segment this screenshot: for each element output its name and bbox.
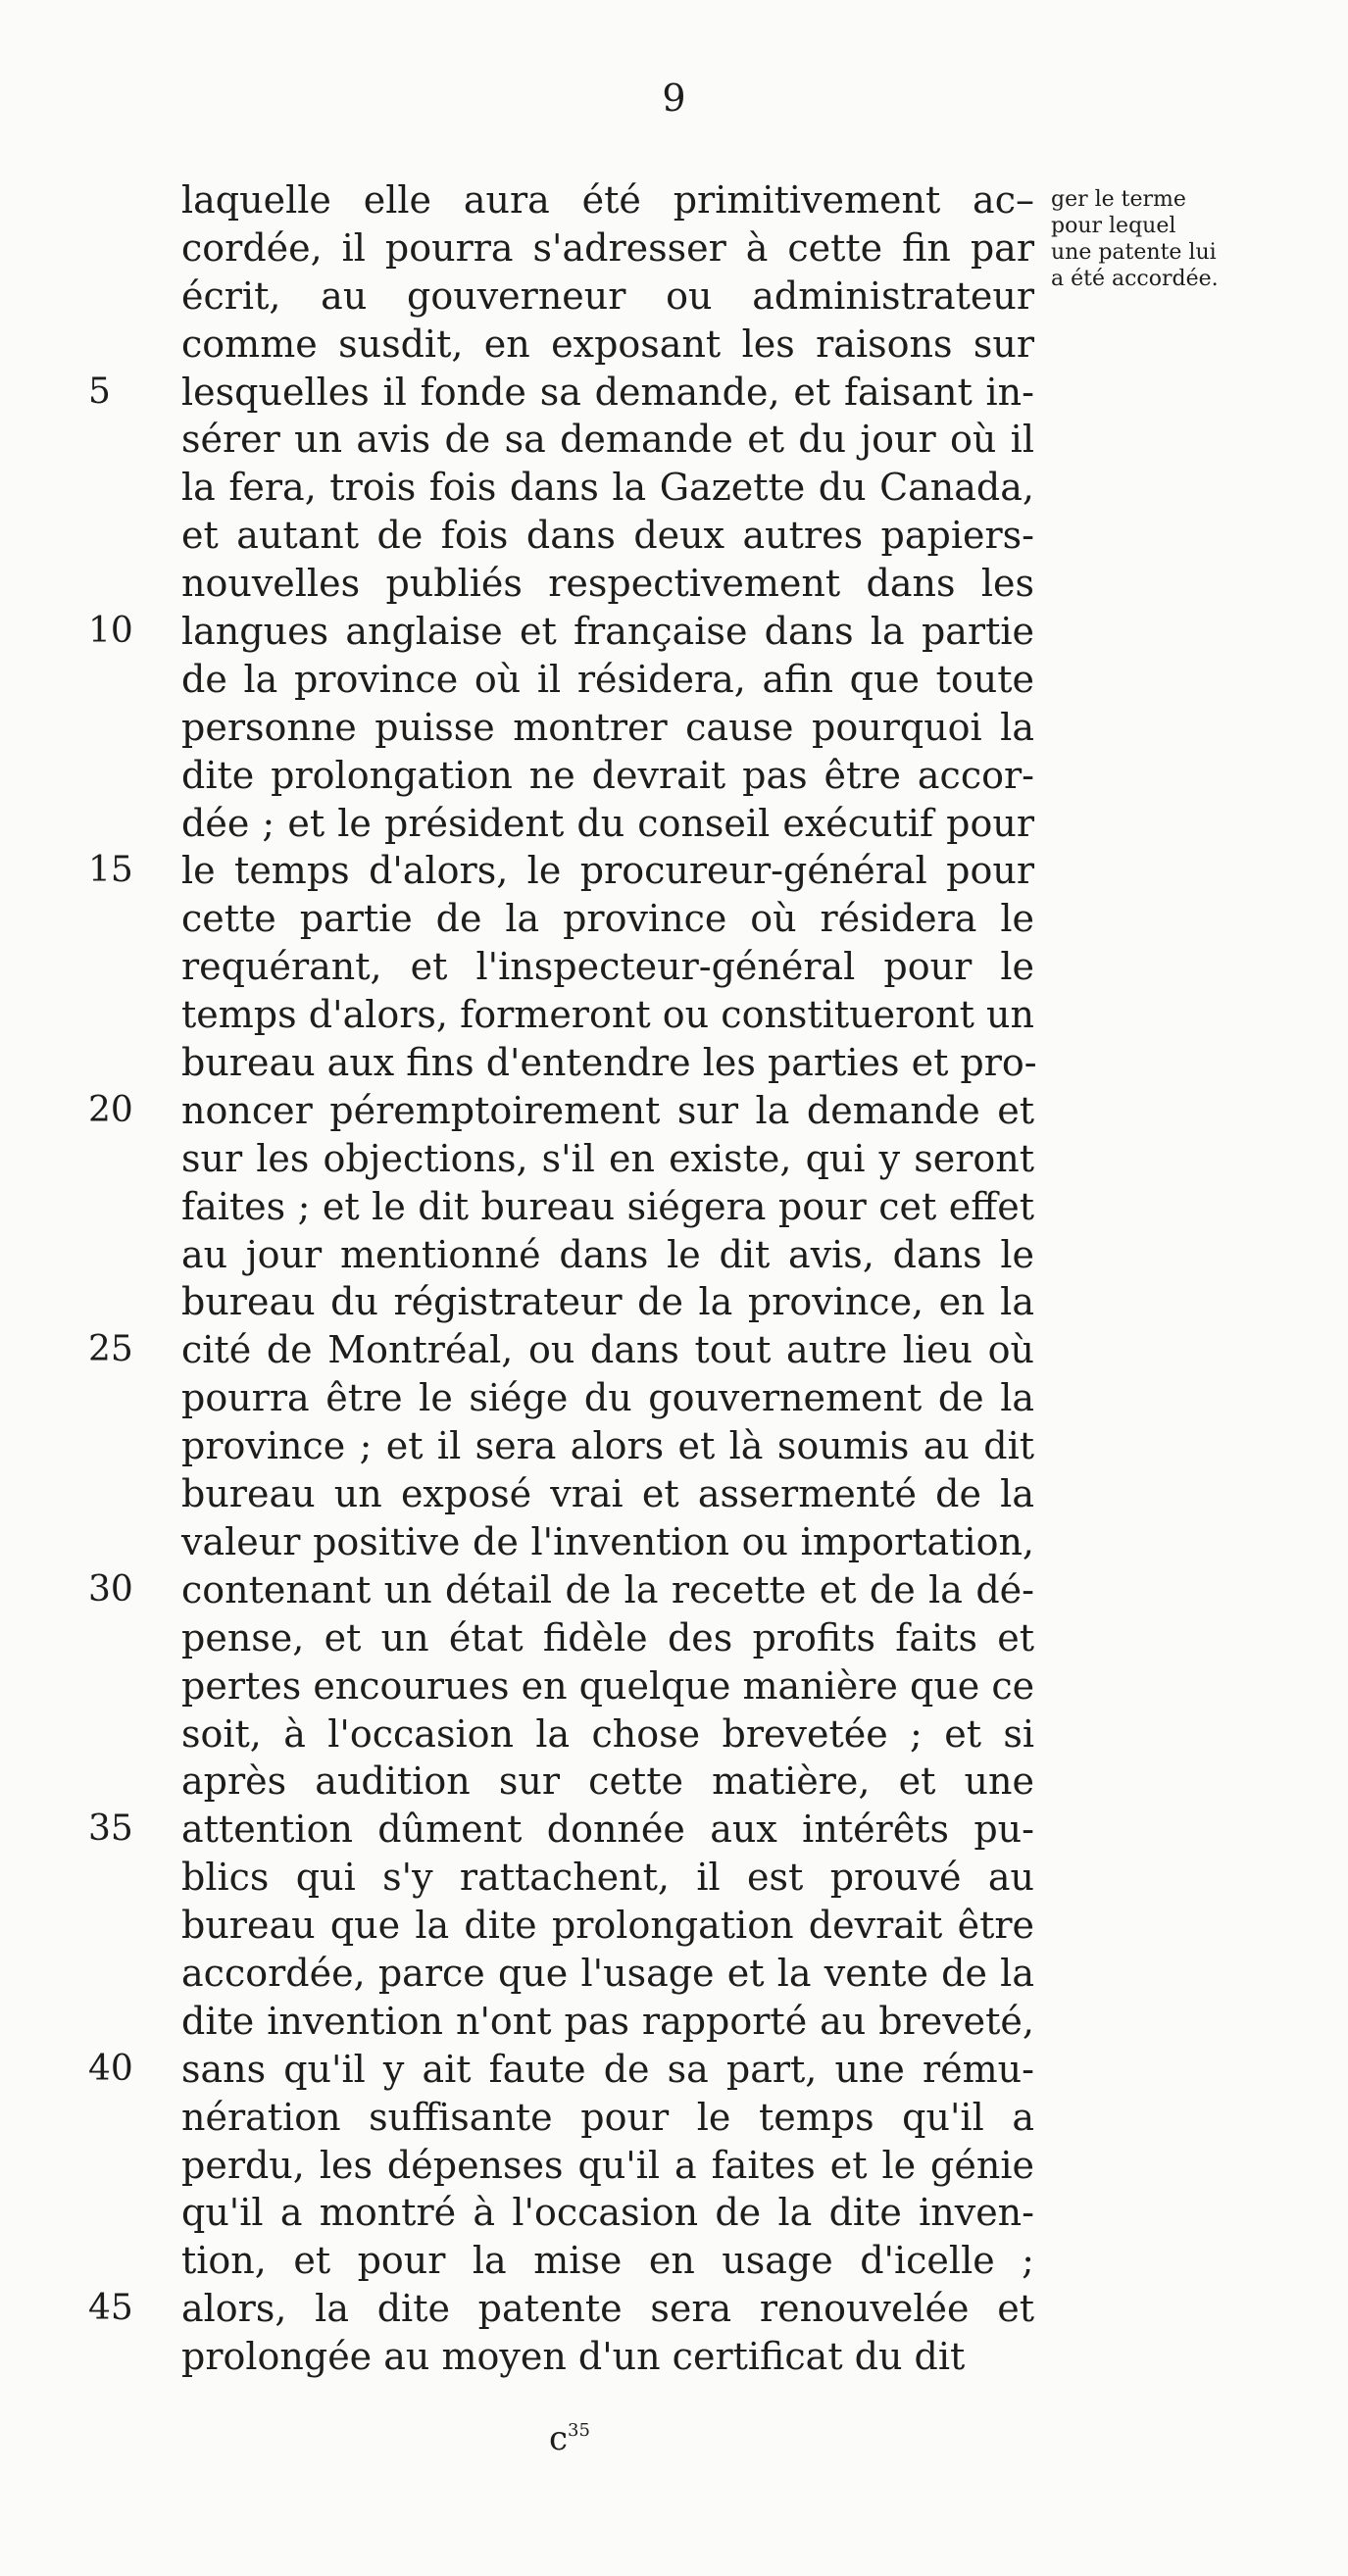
- printer-signature-mark: [549, 2419, 590, 2458]
- text-line: [88, 1087, 1034, 1135]
- text-line: [88, 1806, 1034, 1854]
- line-text: bureau aux fins d'entendre les parties et pro-: [181, 1041, 1037, 1085]
- line-text: dite invention n'ont pas rapporté au breveté,: [181, 1999, 1034, 2043]
- line-text: au jour mentionné dans le dit avis, dans le: [181, 1232, 1034, 1276]
- text-line: [88, 847, 1034, 895]
- text-line: [181, 704, 1034, 752]
- text-line: [181, 2142, 1034, 2190]
- line-text: sans qu'il y ait faute de sa part, une rému-: [181, 2047, 1034, 2091]
- text-line: [88, 608, 1034, 656]
- line-text: dée ; et le président du conseil exécutif pour: [181, 801, 1034, 845]
- text-line: [181, 1183, 1034, 1231]
- body-text: [88, 176, 1037, 2381]
- text-line: [181, 2189, 1034, 2237]
- line-text: noncer péremptoirement sur la demande et: [181, 1088, 1034, 1132]
- signature-letter: c: [549, 2419, 569, 2458]
- text-line: [181, 272, 1034, 321]
- line-text: bureau que la dite prolongation devrait être: [181, 1904, 1034, 1948]
- text-line: [181, 752, 1034, 800]
- line-text: pertes encourues en quelque manière que ce: [181, 1663, 1035, 1708]
- line-text: temps d'alors, formeront ou constitueront un: [181, 993, 1034, 1037]
- text-line: [88, 2046, 1034, 2094]
- line-text: soit, à l'occasion la chose brevetée ; et si: [181, 1711, 1034, 1756]
- margin-note-line: ger le terme: [1051, 187, 1186, 212]
- text-line: [181, 1135, 1034, 1183]
- text-line: [88, 2285, 1034, 2333]
- line-text: la fera, trois fois dans la Gazette du Canada,: [181, 466, 1034, 510]
- line-text: contenant un détail de la recette et de la dé-: [181, 1567, 1034, 1611]
- line-text: valeur positive de l'invention ou importation,: [181, 1519, 1034, 1563]
- text-line: [181, 895, 1034, 943]
- line-text: perdu, les dépenses qu'il a faites et le génie: [181, 2143, 1034, 2187]
- line-text: requérant, et l'inspecteur-général pour le: [181, 945, 1034, 989]
- margin-note-line: a été accordée.: [1051, 267, 1219, 291]
- text-line: [181, 1518, 1034, 1566]
- line-text: de la province où il résidera, afin que toute: [181, 657, 1034, 701]
- line-text: laquelle elle aura été primitivement ac–: [181, 178, 1034, 222]
- text-line: [181, 2237, 1034, 2285]
- text-line: [181, 416, 1034, 464]
- line-text: qu'il a montré à l'occasion de la dite inven-: [181, 2191, 1034, 2235]
- line-number: 15: [88, 850, 133, 891]
- text-line: [181, 1854, 1034, 1902]
- line-number: 45: [88, 2288, 133, 2329]
- text-line: [181, 2333, 1034, 2381]
- line-text: sérer un avis de sa demande et du jour où il: [181, 418, 1034, 462]
- text-line: [181, 224, 1034, 272]
- text-line: [181, 1662, 1034, 1710]
- text-line: [181, 1278, 1034, 1326]
- text-line: [181, 560, 1034, 608]
- line-text: cité de Montréal, ou dans tout autre lieu où: [181, 1328, 1034, 1372]
- line-text: attention dûment donnée aux intérêts pu-: [181, 1808, 1034, 1852]
- text-line: [181, 1470, 1034, 1518]
- text-line: [181, 991, 1034, 1039]
- line-text: écrit, au gouverneur ou administrateur: [181, 273, 1034, 318]
- line-text: personne puisse montrer cause pourquoi la: [181, 705, 1034, 749]
- text-line: [88, 1566, 1034, 1614]
- line-text: province ; et il sera alors et là soumis au dit: [181, 1424, 1034, 1468]
- text-line: [181, 464, 1034, 512]
- line-text: sur les objections, s'il en existe, qui y seront: [181, 1136, 1034, 1180]
- text-line: [181, 1422, 1034, 1470]
- text-line: [181, 2094, 1034, 2142]
- line-text: bureau un exposé vrai et assermenté de la: [181, 1472, 1034, 1516]
- line-number: 30: [88, 1568, 133, 1610]
- text-line: [181, 512, 1034, 560]
- text-line: [181, 656, 1034, 704]
- line-text: tion, et pour la mise en usage d'icelle ;: [181, 2239, 1034, 2283]
- text-line: [88, 1326, 1034, 1374]
- line-text: faites ; et le dit bureau siégera pour cet effet: [181, 1184, 1034, 1228]
- text-line: [181, 1374, 1034, 1422]
- page-number: 9: [662, 76, 686, 120]
- line-text: le temps d'alors, le procureur-général pour: [181, 849, 1034, 893]
- line-text: nouvelles publiés respectivement dans les: [181, 562, 1034, 606]
- text-line: [181, 1614, 1034, 1662]
- line-number: 40: [88, 2048, 133, 2089]
- text-line: [181, 1902, 1034, 1950]
- line-number: 5: [88, 371, 111, 412]
- line-text: cordée, il pourra s'adresser à cette fin par: [181, 225, 1034, 270]
- text-line: [181, 1758, 1034, 1806]
- line-text: langues anglaise et française dans la partie: [181, 610, 1034, 654]
- signature-number: 35: [568, 2420, 590, 2441]
- line-text: dite prolongation ne devrait pas être accor-: [181, 753, 1034, 797]
- text-line: [181, 1231, 1034, 1279]
- line-text: bureau du régistrateur de la province, en la: [181, 1280, 1034, 1324]
- text-line: [88, 369, 1034, 417]
- margin-note-line: pour lequel: [1051, 214, 1176, 238]
- line-text: blics qui s'y rattachent, il est prouvé au: [181, 1856, 1034, 1900]
- text-line: [181, 321, 1034, 369]
- line-number: 25: [88, 1329, 133, 1370]
- line-text: et autant de fois dans deux autres papiers-: [181, 514, 1034, 558]
- line-text: nération suffisante pour le temps qu'il a: [181, 2095, 1034, 2139]
- line-text: accordée, parce que l'usage et la vente de la: [181, 1951, 1034, 1995]
- text-line: [181, 1950, 1034, 1998]
- text-line: [181, 176, 1034, 224]
- text-line: [181, 1710, 1034, 1759]
- line-text: comme susdit, en exposant les raisons sur: [181, 322, 1034, 366]
- line-text: alors, la dite patente sera renouvelée et: [181, 2287, 1034, 2331]
- text-line: [181, 943, 1034, 991]
- text-line: [181, 1039, 1037, 1087]
- line-number: 20: [88, 1089, 133, 1130]
- line-text: prolongée au moyen d'un certificat du dit: [181, 2335, 966, 2379]
- line-text: pourra être le siége du gouvernement de la: [181, 1376, 1034, 1420]
- line-text: après audition sur cette matière, et une: [181, 1759, 1034, 1804]
- text-line: [181, 800, 1034, 848]
- line-text: cette partie de la province où résidera le: [181, 897, 1034, 941]
- line-number: 10: [88, 611, 133, 652]
- margin-note: [1051, 186, 1247, 292]
- line-number: 35: [88, 1808, 133, 1850]
- line-text: lesquelles il fonde sa demande, et faisant in-: [181, 370, 1034, 414]
- line-text: pense, et un état fidèle des profits faits et: [181, 1615, 1034, 1660]
- text-line: [181, 1998, 1034, 2046]
- margin-note-line: une patente lui: [1051, 240, 1217, 265]
